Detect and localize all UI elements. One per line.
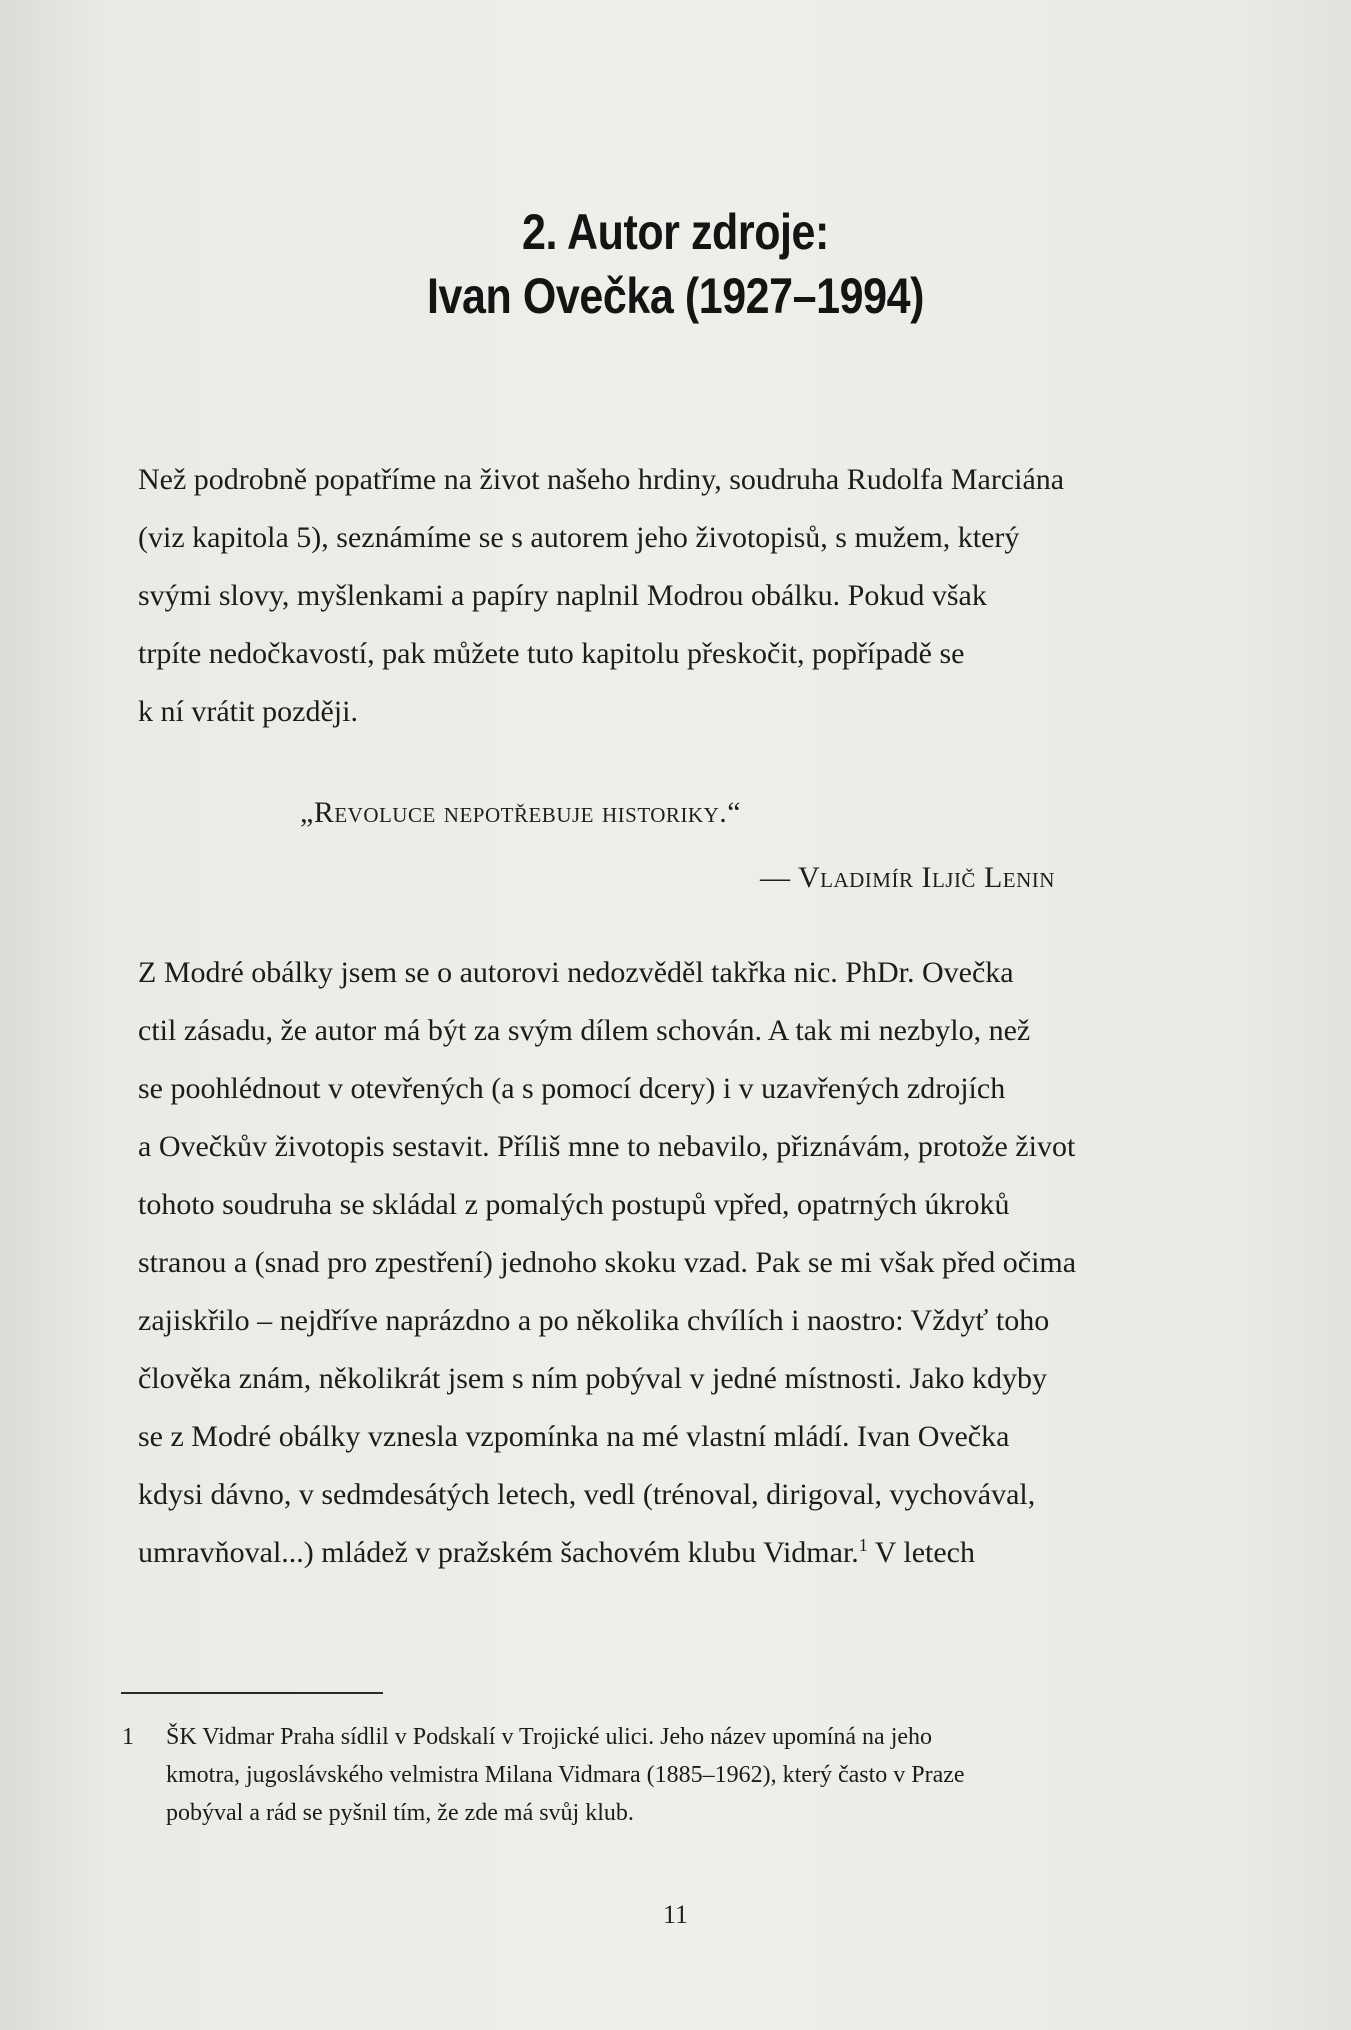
text-line: tohoto soudruha se skládal z pomalých postupů vpřed, opatrných úkroků [138, 1188, 1010, 1221]
footnote-line: ŠK Vidmar Praha sídlil v Podskalí v Trojické ulici. Jeho název upomíná na jeho [166, 1724, 933, 1750]
text-line: se poohlédnout v otevřených (a s pomocí dcery) i v uzavřených zdrojích [138, 1072, 1006, 1105]
paragraph-main [138, 944, 1238, 1582]
text-line: trpíte nedočkavostí, pak můžete tuto kapitolu přeskočit, popřípadě se [138, 637, 965, 670]
text-line: člověka znám, několikrát jsem s ním pobýval v jedné místnosti. Jako kdyby [138, 1362, 1048, 1395]
epigraph-author: — Vladimír Iljič Lenin [760, 861, 1055, 894]
page-number: 11 [662, 1900, 689, 1929]
text-line-last [138, 1524, 1238, 1582]
text-line: kdysi dávno, v sedmdesátých letech, vedl (trénoval, dirigoval, vychovával, [138, 1478, 1036, 1511]
chapter-title-line-2: Ivan Ovečka (1927–1994) [427, 268, 924, 324]
text-line: ctil zásadu, že autor má být za svým dílem schován. A tak mi nezbylo, než [138, 1014, 1031, 1047]
footnote-text [166, 1718, 1236, 1832]
text-line: zajiskřilo – nejdříve naprázdno a po několika chvílích i naostro: Vždyť toho [138, 1304, 1050, 1337]
chapter-title-line-1: 2. Autor zdroje: [522, 204, 829, 260]
text-line: stranou a (snad pro zpestření) jednoho skoku vzad. Pak se mi však před očima [138, 1246, 1077, 1279]
footnote-line: kmotra, jugoslávského velmistra Milana Vidmara (1885–1962), který často v Praze [166, 1762, 965, 1788]
text-line: a Ovečkův životopis sestavit. Příliš mne to nebavilo, přiznávám, protože život [138, 1130, 1076, 1163]
epigraph-quote: „Revoluce nepotřebuje historiky.“ [300, 796, 742, 829]
text-line: Než podrobně popatříme na život našeho hrdiny, soudruha Rudolfa Marciána [138, 463, 1065, 496]
footnote-reference[interactable]: 1 [858, 1535, 868, 1555]
text-line: svými slovy, myšlenkami a papíry naplnil Modrou obálku. Pokud však [138, 579, 987, 612]
chapter-title [95, 200, 1257, 328]
footnote-line: pobýval a rád se pyšnil tím, že zde má svůj klub. [166, 1800, 634, 1826]
text-line: k ní vrátit později. [138, 695, 358, 728]
footnote-divider [121, 1692, 383, 1694]
text-line: (viz kapitola 5), seznámíme se s autorem jeho životopisů, s mužem, který [138, 521, 1020, 554]
text-line: se z Modré obálky vznesla vzpomínka na mé vlastní mládí. Ivan Ovečka [138, 1420, 1010, 1453]
paragraph-intro [138, 451, 1238, 741]
text-line: Z Modré obálky jsem se o autorovi nedozvěděl takřka nic. PhDr. Ovečka [138, 956, 1014, 989]
footnote-number: 1 [122, 1724, 134, 1750]
text-segment: umravňoval...) mládež v pražském šachovém klubu Vidmar. [138, 1536, 859, 1569]
text-segment: V letech [867, 1536, 975, 1569]
